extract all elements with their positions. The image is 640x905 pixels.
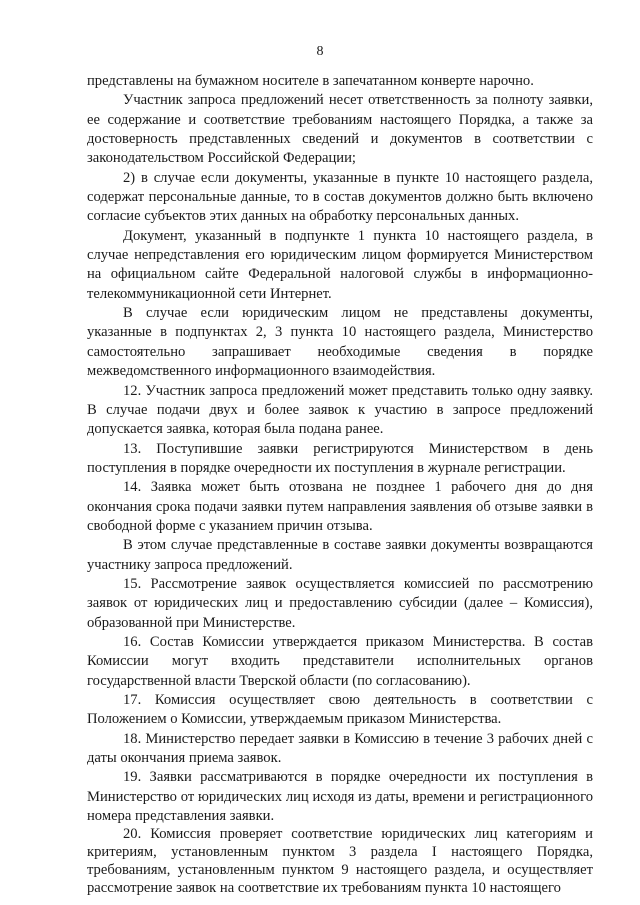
paragraph-item-17: 17. Комиссия осуществляет свою деятельность в соответствии с Положением о Комиссии, утверждаемым приказом Министерства. (87, 692, 593, 728)
paragraph-personal-data: 2) в случае если документы, указанные в пункте 10 настоящего раздела, содержат персональные данные, то в состав документов должно быть включено согласие субъектов этих данных на обработку персональных данных. (87, 169, 593, 225)
paragraph-item-18: 18. Министерство передает заявки в Комиссию в течение 3 рабочих дней с даты окончания приема заявок. (87, 730, 593, 767)
paragraph-item-15: 15. Рассмотрение заявок осуществляется комиссией по рассмотрению заявок от юридических лиц и предоставлению субсидии (далее – Комиссия), образованной при Министерстве. (87, 575, 593, 631)
paragraph-item-19: 19. Заявки рассматриваются в порядке очередности их поступления в Министерство от юридических лиц исходя из даты, времени и регистрационного номера представления заявки. (87, 769, 593, 825)
paragraph-item-13: 13. Поступившие заявки регистрируются Министерством в день поступления в порядке очередности их поступления в журнале регистрации. (87, 440, 593, 476)
paragraph-continuation: представлены на бумажном носителе в запечатанном конверте нарочно. (87, 73, 534, 89)
paragraph-interagency-request: В случае если юридическим лицом не представлены документы, указанные в подпунктах 2, 3 пункта 10 настоящего раздела, Министерство самостоятельно запрашивает необходимые сведения в порядке межведомственного информационного взаимодействия. (87, 305, 593, 380)
paragraph-participant-responsibility: Участник запроса предложений несет ответственность за полноту заявки, ее содержание и соответствие требованиям настоящего Порядка, а также за достоверность представленных сведений и документов в соответствии с законодательством Российской Федерации; (87, 92, 593, 167)
paragraph-item-12: 12. Участник запроса предложений может представить только одну заявку. В случае подачи двух и более заявок к участию в запросе предложений допускается заявка, которая была подана ранее. (87, 382, 593, 438)
document-body (87, 72, 593, 898)
paragraph-document-formation: Документ, указанный в подпункте 1 пункта 10 настоящего раздела, в случае непредставления его юридическим лицом формируется Министерством на официальном сайте Федеральной налоговой службы в информационно-телекоммуникационной сети Интернет. (87, 227, 593, 302)
page-number: 8 (316, 44, 324, 59)
paragraph-item-14: 14. Заявка может быть отозвана не позднее 1 рабочего дня до дня окончания срока подачи заявки путем направления заявления об отзыве заявки в свободной форме с указанием причин отзыва. (87, 479, 593, 534)
paragraph-documents-returned: В этом случае представленные в составе заявки документы возвращаются участнику запроса предложений. (87, 537, 593, 573)
paragraph-item-20: 20. Комиссия проверяет соответствие юридических лиц категориям и критериям, установленным пунктом 3 раздела I настоящего Порядка, требованиям, установленным пунктом 9 настоящего раздела, и осуществляет рассмотрение заявок на соответствие их требованиям пункта 10 настоящего (87, 826, 593, 897)
paragraph-item-16: 16. Состав Комиссии утверждается приказом Министерства. В состав Комиссии могут входить представители исполнительных органов государственной власти Тверской области (по согласованию). (87, 633, 593, 689)
